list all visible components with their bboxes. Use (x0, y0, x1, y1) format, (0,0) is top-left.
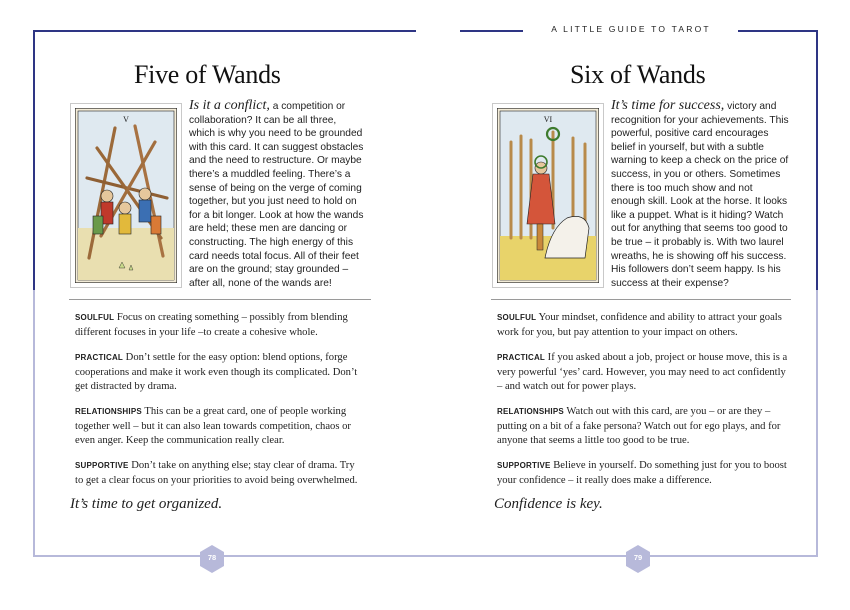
section-text: Focus on creating something – possibly from blending different focuses in your life –to create a cohesive whole. (75, 312, 348, 338)
section-text: This can be a great card, one of people working together well – but it can also lean towards competition, chaos or even anger. Keep the communication really clear. (75, 406, 351, 447)
card-numeral: V (123, 115, 129, 124)
section-text: Believe in yourself. Do something just for you to boost your confidence – it really does make a difference. (497, 460, 787, 486)
six-of-wands-card (492, 103, 604, 288)
section-keyword: PRACTICAL (75, 353, 124, 362)
section-keyword: RELATIONSHIPS (75, 407, 142, 416)
section-soulful (75, 311, 365, 340)
section-keyword: PRACTICAL (497, 353, 546, 362)
section-practical (75, 351, 365, 395)
frame-line (738, 30, 818, 32)
card-intro (189, 99, 365, 290)
section-text: If you asked about a job, project or house move, this is a very powerful ‘yes’ card. However, you may need to act confidently – and watch out for power plays. (497, 352, 788, 393)
card-illustration (497, 108, 599, 283)
page-number: 78 (207, 553, 217, 562)
divider (491, 299, 791, 300)
section-keyword: SOULFUL (497, 313, 537, 322)
section-practical (497, 351, 789, 395)
section-text: Don’t take on anything else; stay clear of drama. Try to get a clear focus on your priorities to avoid being overwhelmed. (75, 460, 358, 486)
frame-line (816, 290, 818, 557)
page-number: 79 (633, 553, 643, 562)
card-illustration (75, 108, 177, 283)
section-text: Watch out with this card, are you – or are they – putting on a bit of a fake persona? Watch out for ego plays, and for anyone that seems a little too good to be true. (497, 406, 781, 447)
section-keyword: SUPPORTIVE (75, 461, 129, 470)
section-keyword: SUPPORTIVE (497, 461, 551, 470)
section-keyword: SOULFUL (75, 313, 115, 322)
frame-line (33, 30, 416, 32)
section-keyword: RELATIONSHIPS (497, 407, 564, 416)
divider (69, 299, 371, 300)
closing-line: Confidence is key. (494, 496, 603, 512)
intro-lead: Is it a conflict, (189, 98, 270, 113)
intro-text: victory and recognition for your achievements. This powerful, positive card encourages belief in yourself, but with a subtle warning to keep a check on the price of success, in you or others. Sometimes there is too much show and not enough skill. Look at the horse. It looks like a puppet. What is it hiding? Watch out for anything that seems too good to be true – it probably is. With two laurel wreaths, he is showing off his success. His followers don’t seem happy. Is his success at their expense? (611, 101, 789, 289)
running-head: A LITTLE GUIDE TO TAROT (551, 24, 711, 34)
page-title: Six of Wands (570, 60, 706, 89)
frame-line (33, 290, 35, 557)
closing-line: It’s time to get organized. (70, 496, 223, 512)
frame-line (460, 30, 523, 32)
section-relationships (497, 405, 789, 449)
intro-lead: It’s time for success, (611, 98, 725, 113)
section-relationships (75, 405, 365, 449)
section-text: Don’t settle for the easy option: blend options, forge cooperations and make it work even though its complicated. Don’t get distracted by drama. (75, 352, 358, 393)
card-intro (611, 99, 789, 290)
page-title: Five of Wands (134, 60, 281, 89)
section-soulful (497, 311, 789, 340)
section-supportive (497, 459, 789, 488)
page-number-badge (624, 545, 652, 573)
section-supportive (75, 459, 365, 488)
card-numeral: VI (543, 115, 553, 124)
intro-text: a competition or collaboration? It can be all three, which is why you need to be grounded with this card. It can suggest obstacles and the need to restructure. Or maybe there’s a muddled feeling. There’s a sense of being on the verge of coming together, but you just need to hold on for a bit longer. Look at how the wands are held; these men are dancing or constructing. The high energy of this card needs total focus. All of their feet are on the ground; stay grounded – after all, none of the wands are! (189, 101, 364, 289)
section-text: Your mindset, confidence and ability to attract your goals work for you, but pay attention to your impact on others. (497, 312, 782, 338)
five-of-wands-card (70, 103, 182, 288)
page-number-badge (198, 545, 226, 573)
frame-line (33, 555, 818, 557)
